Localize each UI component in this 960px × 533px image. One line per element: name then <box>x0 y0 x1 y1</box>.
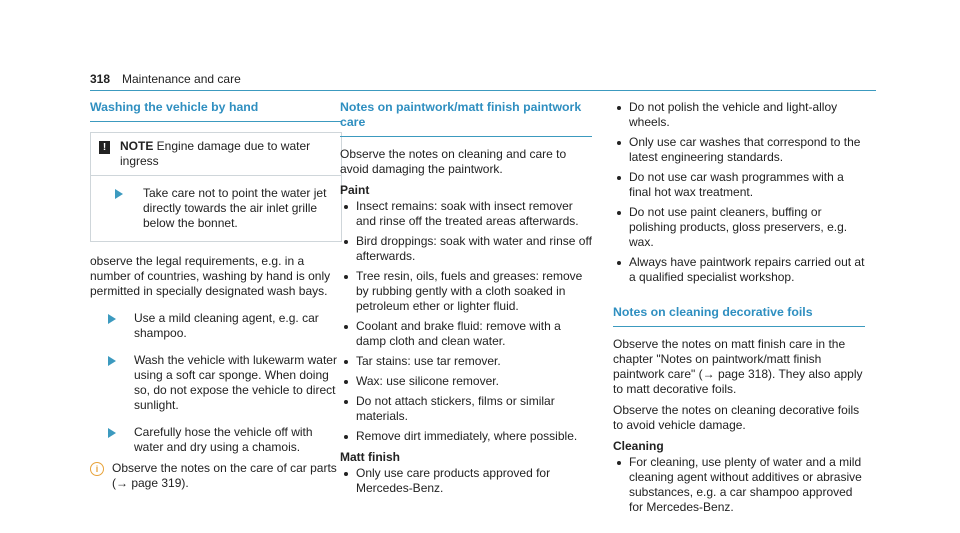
foils-heading: Notes on cleaning decorative foils <box>613 305 865 327</box>
cleaning-list <box>613 455 865 515</box>
page-number: 318 <box>90 72 111 86</box>
list-item-text: Only use car washes that correspond to the latest engineering standards. <box>629 135 861 164</box>
list-item <box>340 394 592 424</box>
list-item <box>340 374 592 389</box>
list-item-text: Bird droppings: soak with water and rinse off afterwards. <box>356 234 592 263</box>
list-item <box>340 234 592 264</box>
note-label: NOTE <box>120 139 154 153</box>
list-item-text: Do not use paint cleaners, buffing or polishing products, gloss preservers, e.g. wax. <box>629 205 848 249</box>
list-item-text: Only use care products approved for Mercedes-Benz. <box>356 466 551 495</box>
list-item-text: Tree resin, oils, fuels and greases: remove by rubbing gently with a cloth soaked in petroleum ether or lighter fluid. <box>356 269 583 313</box>
foils-paragraph-1: Observe the notes on matt finish care in the chapter "Notes on paintwork/matt finish paintwork care" (→ page 318). They also apply to matt decorative foils. <box>613 337 863 396</box>
bullet-icon <box>617 261 621 265</box>
bullet-icon <box>344 400 348 404</box>
list-item <box>340 429 592 444</box>
paint-subheading: Paint <box>340 183 370 197</box>
note-title-text: Engine damage due to water ingress <box>120 139 311 168</box>
column-washing <box>90 100 342 491</box>
info-text: Observe the notes on the care of car parts (→ page 319). <box>112 461 337 490</box>
bullet-icon <box>617 211 621 215</box>
page-header <box>90 68 876 91</box>
paintwork-intro: Observe the notes on cleaning and care to avoid damaging the paintwork. <box>340 147 567 176</box>
bullet-icon <box>344 240 348 244</box>
list-item <box>340 354 592 369</box>
step-item <box>108 311 342 341</box>
step-item <box>108 353 342 413</box>
foils-paragraph-2: Observe the notes on cleaning decorative foils to avoid vehicle damage. <box>613 403 860 432</box>
list-item <box>613 255 865 285</box>
step-item <box>108 425 342 455</box>
info-icon: i <box>90 462 104 476</box>
bullet-icon <box>344 472 348 476</box>
step-arrow-icon <box>108 428 124 438</box>
note-action-text: Take care not to point the water jet directly towards the air inlet grille below the bonnet. <box>143 186 327 230</box>
list-item-text: Tar stains: use tar remover. <box>356 354 501 368</box>
cleaning-subheading: Cleaning <box>613 439 664 453</box>
paint-list <box>340 199 592 444</box>
matt-subheading: Matt finish <box>340 450 400 464</box>
list-item-text: Wax: use silicone remover. <box>356 374 499 388</box>
paintwork-heading: Notes on paintwork/matt finish paintwork care <box>340 100 592 137</box>
bullet-icon <box>344 275 348 279</box>
bullet-icon <box>617 141 621 145</box>
washing-intro: observe the legal requirements, e.g. in a number of countries, washing by hand is only permitted in specially designated wash bays. <box>90 254 331 298</box>
bullet-icon <box>344 435 348 439</box>
column-paintwork <box>340 100 592 502</box>
column-foils <box>613 100 865 521</box>
bullet-icon <box>617 461 621 465</box>
list-item <box>613 100 865 130</box>
action-arrow-icon <box>115 189 131 199</box>
warning-icon: ! <box>99 141 110 154</box>
list-item <box>613 135 865 165</box>
list-item-text: Always have paintwork repairs carried out at a qualified specialist workshop. <box>629 255 865 284</box>
list-item <box>340 466 592 496</box>
list-item-text: For cleaning, use plenty of water and a mild cleaning agent without additives or abrasive substances, e.g. a car shampoo approved for Mercedes-Benz. <box>629 455 862 514</box>
note-box <box>90 132 342 176</box>
step-arrow-icon <box>108 314 124 324</box>
note-title <box>120 139 333 169</box>
step-text: Wash the vehicle with lukewarm water using a soft car sponge. When doing so, do not expose the vehicle to direct sunlight. <box>134 353 337 412</box>
bullet-icon <box>344 325 348 329</box>
list-item-text: Do not polish the vehicle and light-alloy wheels. <box>629 100 838 129</box>
step-text: Use a mild cleaning agent, e.g. car shampoo. <box>134 311 319 340</box>
list-item <box>340 199 592 229</box>
section-title: Maintenance and care <box>122 72 241 86</box>
bullet-icon <box>617 106 621 110</box>
step-arrow-icon <box>108 356 124 366</box>
list-item <box>613 205 865 250</box>
list-item-text: Insect remains: soak with insect remover and rinse off the treated areas afterwards. <box>356 199 579 228</box>
bullet-icon <box>617 176 621 180</box>
step-text: Carefully hose the vehicle off with water and dry using a chamois. <box>134 425 313 454</box>
info-note <box>90 461 342 491</box>
matt-list <box>340 466 592 496</box>
bullet-icon <box>344 360 348 364</box>
list-item-text: Coolant and brake fluid: remove with a damp cloth and clean water. <box>356 319 561 348</box>
bullet-icon <box>344 380 348 384</box>
note-action <box>90 176 342 242</box>
list-item <box>340 319 592 349</box>
list-item <box>613 455 865 515</box>
list-item-text: Do not attach stickers, films or similar materials. <box>356 394 555 423</box>
list-item-text: Remove dirt immediately, where possible. <box>356 429 578 443</box>
list-item <box>613 170 865 200</box>
bullet-icon <box>344 205 348 209</box>
care-list <box>613 100 865 285</box>
washing-heading: Washing the vehicle by hand <box>90 100 342 122</box>
list-item <box>340 269 592 314</box>
list-item-text: Do not use car wash programmes with a final hot wax treatment. <box>629 170 844 199</box>
